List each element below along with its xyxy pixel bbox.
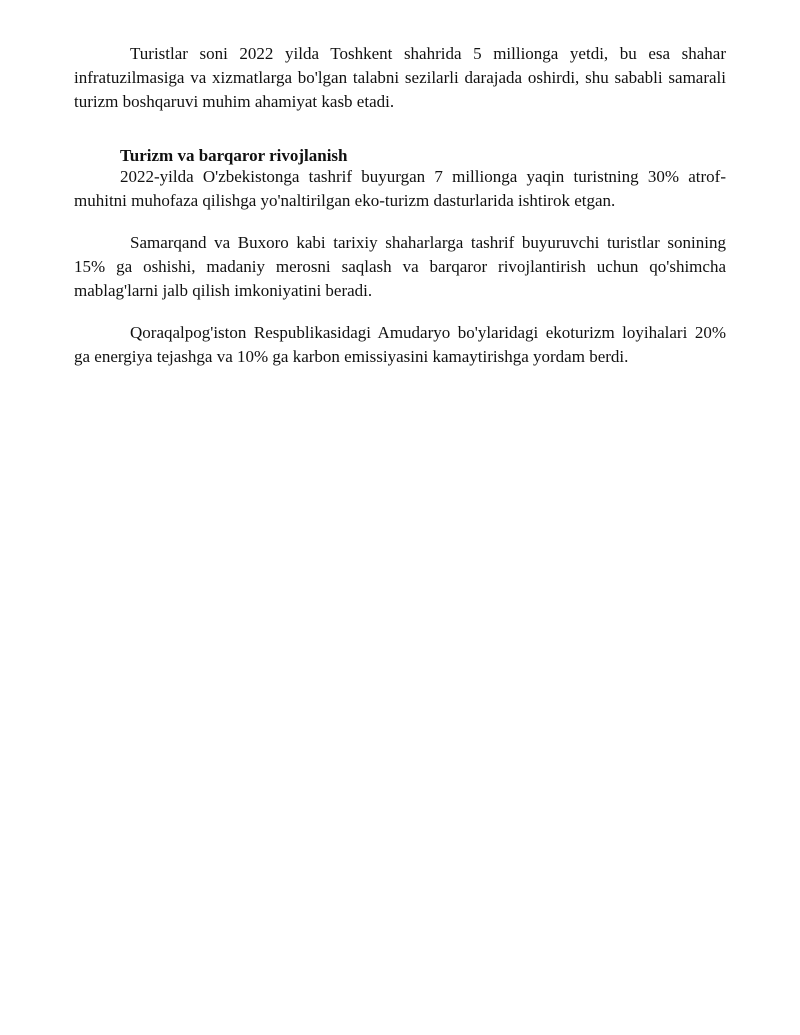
document-body	[74, 42, 726, 369]
paragraph-tourist-count: Turistlar soni 2022 yilda Toshkent shahrida 5 millionga yetdi, bu esa shahar infratuzilmasiga va xizmatlarga bo'lgan talabni sezilarli darajada oshirdi, shu sababli samarali turizm boshqaruvi muhim ahamiyat kasb etadi.	[74, 44, 726, 111]
paragraph-karakalpakstan: Qoraqalpog'iston Respublikasidagi Amudaryo bo'ylaridagi ekoturizm loyihalari 20% ga energiya tejashga va 10% ga karbon emissiyasini kamaytirishga yordam berdi.	[74, 323, 726, 366]
paragraph-historic-cities: Samarqand va Buxoro kabi tarixiy shaharlarga tashrif buyuruvchi turistlar sonining 15% ga oshishi, madaniy merosni saqlash va barqaror rivojlantirish uchun qo'shimcha mablag'larni jalb qilish imkoniyatini beradi.	[74, 233, 726, 300]
paragraph-ecotourism: 2022-yilda O'zbekistonga tashrif buyurgan 7 millionga yaqin turistning 30% atrof-muhitni muhofaza qilishga yo'naltirilgan eko-turizm dasturlarida ishtirok etgan.	[74, 167, 726, 210]
section-heading: Turizm va barqaror rivojlanish	[120, 146, 348, 165]
